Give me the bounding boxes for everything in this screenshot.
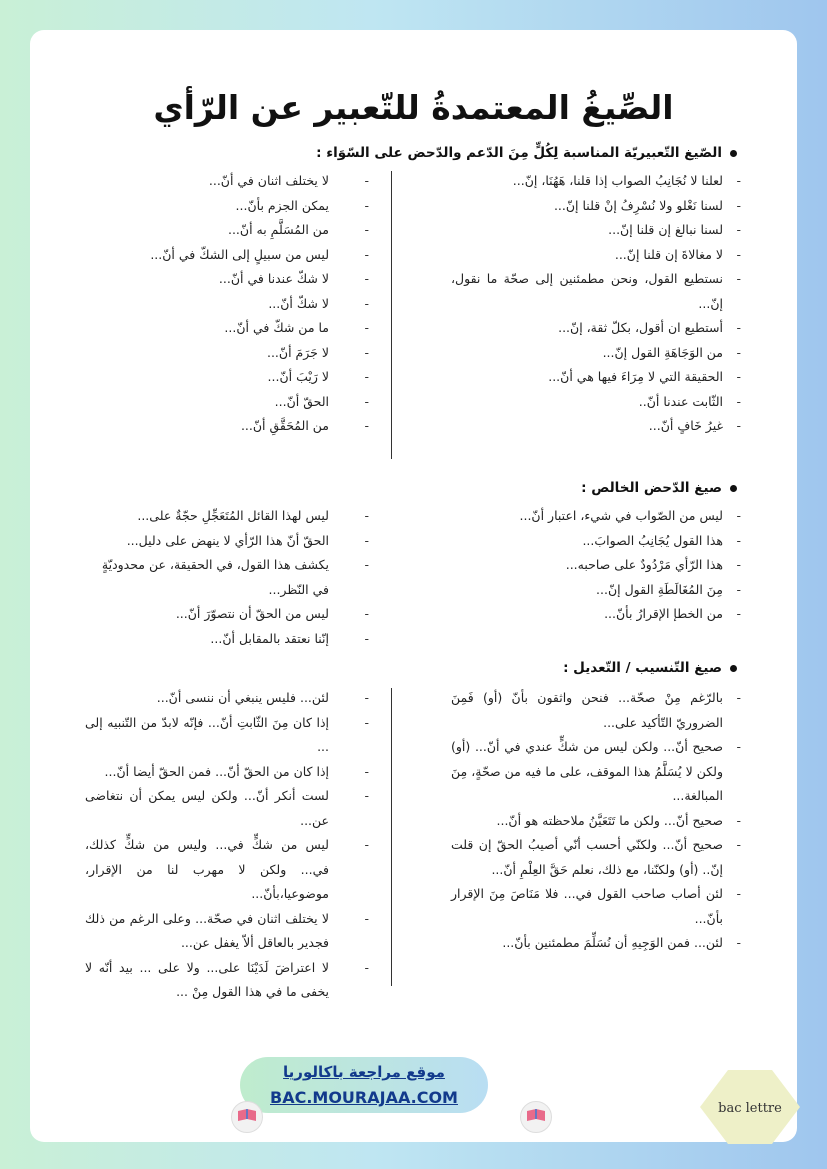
list-item: - الحقّ أنّ هذا الرّأي لا ينهض على دليل... [85, 529, 369, 554]
book-logo-icon [231, 1101, 263, 1133]
section-heading [563, 660, 737, 676]
list-item: - إذا كان من الحقّ أنّ... فمن الحقّ أيضا أنّ... [85, 760, 369, 785]
phrase-list-left [85, 686, 369, 1005]
list-item: - من الخطإ الإقرارُ بأنّ... [451, 602, 741, 627]
page-title: الصِّيغُ المعتمدةُ للتّعبير عن الرّأي [153, 88, 674, 127]
list-item: - الحقيقة التي لا مِرَاءَ فيها هي أنّ... [451, 365, 741, 390]
section-heading-text: صيغ التّنسيب / التّعديل : [563, 660, 722, 676]
list-item: - صحيح أنّ... ولكن ليس من شكٍّ عندي في أنّ... (أو) ولكن لا يُسَلَّمُ هذا الموقف، على ما فيه من صحّةٍ، مِنَ المبالغة... [451, 735, 741, 809]
section-heading [316, 145, 737, 161]
list-item: - هذا القول يُجَانِبُ الصوابَ... [451, 529, 741, 554]
document-page [30, 30, 797, 1142]
list-item: - الثّابت عندنا أنّ.. [451, 390, 741, 415]
list-item: - لست أنكر أنّ... ولكن ليس يمكن أن نتغاضى عن... [85, 784, 369, 833]
list-item: - لا يختلف اثنان في أنّ... [85, 169, 369, 194]
bullet-icon [730, 150, 737, 157]
list-item: - صحيح أنّ... ولكن ما تَتَعَيَّنُ ملاحظته هو أنّ... [451, 809, 741, 834]
list-item: - هذا الرّأي مَرْدُودٌ على صاحبه... [451, 553, 741, 578]
list-item: - ليس من الحقّ أن نتصوّرَ أنّ... [85, 602, 369, 627]
list-item: - ليس من سبيلٍ إلى الشكّ في أنّ... [85, 243, 369, 268]
bac-lettre-badge [700, 1070, 800, 1144]
list-item: - نستطيع القول، ونحن مطمئنين إلى صحّة ما نقول، إنّ... [451, 267, 741, 316]
book-logo-icon [520, 1101, 552, 1133]
section-heading [581, 480, 737, 496]
list-item: - لا جَرَمَ أنّ... [85, 341, 369, 366]
section-heading-text: صيغ الدّحض الخالص : [581, 480, 722, 496]
column-divider [391, 171, 392, 459]
list-item: - إذا كان مِنَ الثّابتِ أنّ... فإنّه لابدّ من التّنبيه إلى ... [85, 711, 369, 760]
site-banner[interactable] [240, 1057, 488, 1113]
phrase-list-right [451, 504, 741, 627]
phrase-list-left [85, 504, 369, 651]
list-item: - الحقّ أنّ... [85, 390, 369, 415]
list-item: - لسنا نبالغ إن قلنا إنّ... [451, 218, 741, 243]
list-item: - ليس من شكٍّ في... وليس من شكٍّ كذلك، في... ولكن لا مهرب لنا من الإقرار، موضوعيا،بأنّ... [85, 833, 369, 907]
list-item: - لا شكّ عندنا في أنّ... [85, 267, 369, 292]
list-item: - أستطيع ان أقول، بكلّ ثقة، إنّ... [451, 316, 741, 341]
badge-text: bac lettre [718, 1101, 782, 1116]
list-item: - بالرّغم مِنْ صحّة... فنحن واثقون بأنّ (أو) فَمِنَ الضروريّ التّأكيد على... [451, 686, 741, 735]
list-item: - غيرُ خَافٍ أنّ... [451, 414, 741, 439]
section-heading-text: الصّيغ التّعبيريّة المناسبة لِكُلٍّ مِنَ الدّعم والدّحض على السّوَاء : [316, 145, 722, 161]
list-item: - من الوَجَاهَةِ القول إنّ... [451, 341, 741, 366]
phrase-list-left [85, 169, 369, 439]
column-divider [391, 688, 392, 986]
list-item: - إنّنا نعتقد بالمقابل أنّ... [85, 627, 369, 652]
list-item: - يمكن الجزم بأنّ... [85, 194, 369, 219]
list-item: - لعلنا لا نُجَانِبُ الصواب إذا قلنا، هَهُنَا، إنّ... [451, 169, 741, 194]
list-item: - لا يختلف اثنان في صحّة... وعلى الرغم من ذلك فجدير بالعاقل ألاّ يغفل عن... [85, 907, 369, 956]
list-item: - ليس لهذا القائل المُتَعَجِّلِ حجّةٌ على... [85, 504, 369, 529]
list-item: - يكشف هذا القول، في الحقيقة، عن محدوديّةٍ في النّظر... [85, 553, 369, 602]
list-item: - لئن... فليس ينبغي أن ننسى أنّ... [85, 686, 369, 711]
list-item: - من المُسَلَّمِ به أنّ... [85, 218, 369, 243]
list-item: - مِنَ المُغَالَطَةِ القول إنّ... [451, 578, 741, 603]
list-item: - لا شكّ أنّ... [85, 292, 369, 317]
site-name[interactable]: موقع مراجعة باكالوريا [283, 1063, 445, 1081]
list-item: - ما من شكّ في أنّ... [85, 316, 369, 341]
list-item: - لئن أصاب صاحب القول في... فلا مَنَاصَ مِنَ الإقرار بأنّ... [451, 882, 741, 931]
phrase-list-right [451, 169, 741, 439]
list-item: - لئن... فمن الوَجِيهِ أن نُسَلِّمَ مطمئنين بأنّ... [451, 931, 741, 956]
list-item: - صحيح أنّ... ولكنّي أحسب أنّي أصيبُ الحقّ إن قلت إنّ.. (أو) ولكنّنا، مع ذلك، نعلم حَقَّ العِلْمِ أنّ... [451, 833, 741, 882]
bullet-icon [730, 485, 737, 492]
bullet-icon [730, 665, 737, 672]
list-item: - لا رَيْبَ أنّ... [85, 365, 369, 390]
list-item: - لسنا نَغْلو ولا نُسْرِفُ إنْ قلنا إنّ... [451, 194, 741, 219]
phrase-list-right [451, 686, 741, 956]
site-url-link[interactable]: BAC.MOURAJAA.COM [270, 1088, 458, 1107]
list-item: - لا اعتراضَ لَدَيْنَا على... ولا على ... بيد أنّه لا يخفى ما في هذا القول مِنْ ... [85, 956, 369, 1005]
list-item: - ليس من الصّواب في شيء، اعتبار أنّ... [451, 504, 741, 529]
list-item: - من المُحَقَّقِ أنّ... [85, 414, 369, 439]
list-item: - لا مغالاةَ إن قلنا إنّ... [451, 243, 741, 268]
